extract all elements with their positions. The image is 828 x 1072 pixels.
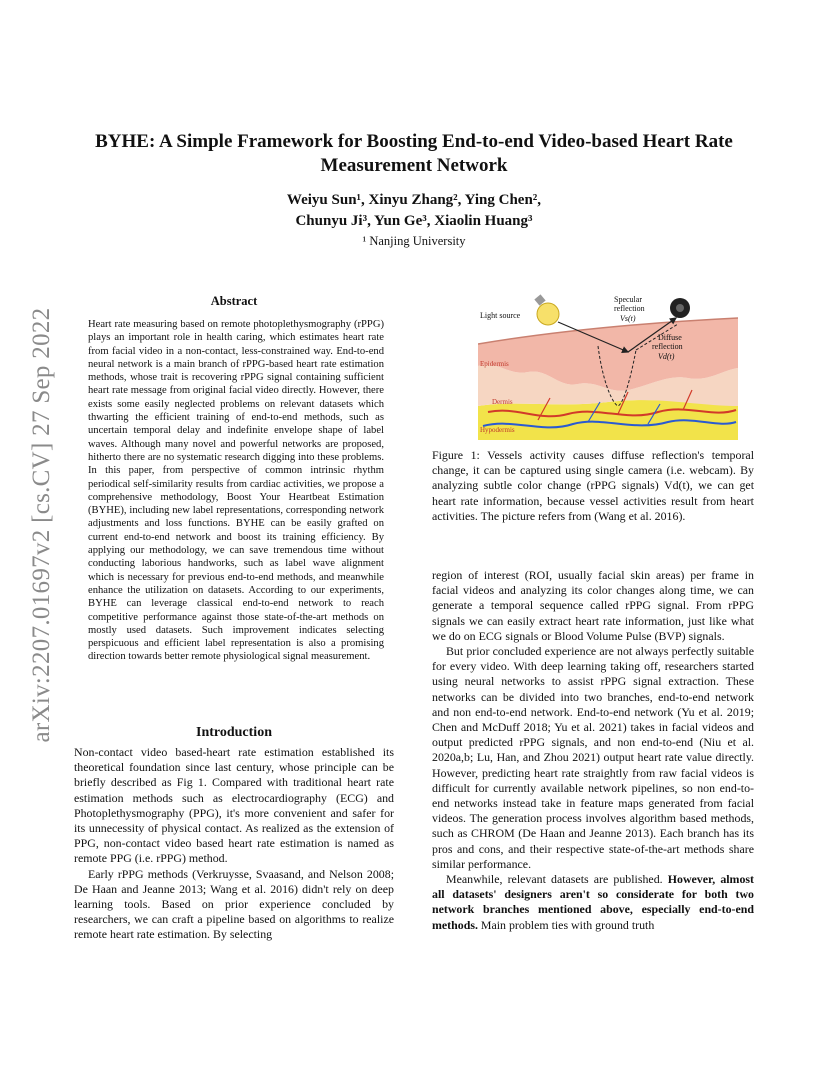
introduction-text: [74, 745, 394, 943]
label-diffuse-1: Diffuse: [658, 333, 682, 342]
affiliation: ¹ Nanjing University: [362, 234, 466, 248]
authors-line-2: Chunyu Ji³, Yun Ge³, Xiaolin Huang³: [295, 213, 533, 229]
label-hypodermis: Hypodermis: [480, 426, 515, 434]
authors-line-1: Weiyu Sun¹, Xinyu Zhang², Ying Chen²,: [286, 192, 542, 208]
light-bulb-icon: [537, 303, 559, 325]
label-specular-1: Specular: [614, 295, 642, 304]
figure-caption: Figure 1: Vessels activity causes diffuse reflection's temporal change, it can be captured using single camera (i.e. webcam). By analyzing subtle color change (rPPG signals) Vd(t), we can get heart rate information, because vessel activities result from heart activities. The picture refers from (Wang et al. 2016).: [432, 448, 754, 523]
p3-lead: Meanwhile, relevant datasets are published.: [446, 872, 668, 887]
right-paragraph-3: [432, 872, 754, 933]
label-epidermis: Epidermis: [480, 360, 509, 368]
p3-bold: However, almost all datasets' designers aren't so considerate for both two network branches mentioned above, especially end-to-end methods.: [432, 872, 754, 932]
hypodermis-layer: [478, 400, 738, 440]
author-list: [60, 190, 768, 232]
intro-paragraph-2: Early rPPG methods (Verkruysse, Svaasand, and Nelson 2008; De Haan and Jeanne 2013; Wang et al. 2016) didn't rely on deep learning tools. Based on prior experience concluded by researchers, we can craft a pipeline based on algorithms to realize remote heart rate estimation. By selecting: [74, 866, 394, 942]
label-diffuse-v: Vd(t): [658, 352, 675, 361]
right-column-text: [432, 568, 754, 933]
label-dermis: Dermis: [492, 398, 513, 406]
abstract-heading: Abstract: [210, 294, 258, 308]
paper-title: BYHE: A Simple Framework for Boosting End-to-end Video-based Heart Rate Measurement Network: [95, 131, 733, 176]
label-specular-2: reflection: [614, 304, 645, 313]
label-diffuse-2: reflection: [652, 342, 683, 351]
introduction-heading: Introduction: [196, 725, 272, 740]
label-specular-v: Vs(t): [620, 314, 636, 323]
p3-tail: Main problem ties with ground truth: [477, 917, 655, 932]
arxiv-side-stamp: [22, 290, 62, 760]
right-paragraph-1: region of interest (ROI, usually facial skin areas) per frame in facial videos and analyzing its color changes along time, we can generate a temporal sequence called rPPG signal. From rPPG signals we can easily extract heart rate information, just like what we do on ECG signals or Blood Volume Pulse (BVP) signals.: [432, 568, 754, 643]
arxiv-id-text: arXiv:2207.01697v2 [cs.CV] 27 Sep 2022: [28, 307, 55, 743]
figure-skin-reflection: [478, 294, 738, 440]
intro-paragraph-1: Non-contact video based-heart rate estimation established its theoretical foundation since last century, whose principle can be briefly described as Fig 1. Compared with traditional heart rate estimation methods such as electrocardiography (ECG) and Photoplethysmography (PPG), it's more convenient and safer for its unnecessity of physical contact. As realized as the extension of PPG, non-contact video based heart rate estimation is named as remote PPG (i.e. rPPG) method.: [74, 745, 394, 866]
abstract-text: Heart rate measuring based on remote photoplethysmography (rPPG) plays an important role in health caring, which estimates heart rate from facial video in a non-contact, less-constrained way. End-to-end neural network is a main branch of rPPG-based heart rate estimation methods, whose trait is recovering rPPG signal containing sufficient heart rate message from original facial video directly. However, there exists some easily neglected problems on relevant datasets which thwarting the efficient training of end-to-end methods, such as uncertain temporal delay and indefinite envelope shape of label waves. Although many novel and powerful networks are proposed, hitherto there are no systematic research digging into these problems. In this paper, from perspective of common intrinsic rhythm periodical self-similarity results from cardiac activities, we propose a comprehensive methodology, Boost Your Heartbeat Estimation (BYHE), including new label representations, corresponding network adjustments and loss functions. BYHE can be easily grafted on current end-to-end network and boost its training efficiency. By applying our methodology, we can save tremendous time without conducting laborious handworks, such as label wave alignment which is necessary for previous end-to-end methods, and meanwhile enhance the utilization on datasets. According to our experiments, BYHE can leverage classical end-to-end network to reach competitive performance against those state-of-the-art methods on mostly used datasets. Such improvement indicates selecting perspicuous and efficient label representation is also a promising direction towards better remote physiological signal measurement.: [88, 319, 384, 663]
right-paragraph-2: But prior concluded experience are not always perfectly suitable for every video. With deep learning taking off, researchers started using neural networks to assist rPPG signal extraction. These networks can be divided into two branches, end-to-end network and non end-to-end network. End-to-end network (Yu et al. 2019; Chen and McDuff 2018; Yu et al. 2021) takes in facial videos and output predicted rPPG signals, and non end-to-end (Niu et al. 2020a,b; Lu, Han, and Zhou 2021) output heart rate value directly. However, predicting heart rate straightly from raw facial videos is difficult for currently available network pipelines, so non end-to-end networks instead take in feature maps generated from facial videos. The generation process involves algorithm based methods, such as CHROM (De Haan and Jeanne 2013). Each branch has its pros and cons, and their respective state-of-the-art methods share similar performance.: [432, 644, 754, 871]
label-light-source: Light source: [480, 311, 521, 320]
